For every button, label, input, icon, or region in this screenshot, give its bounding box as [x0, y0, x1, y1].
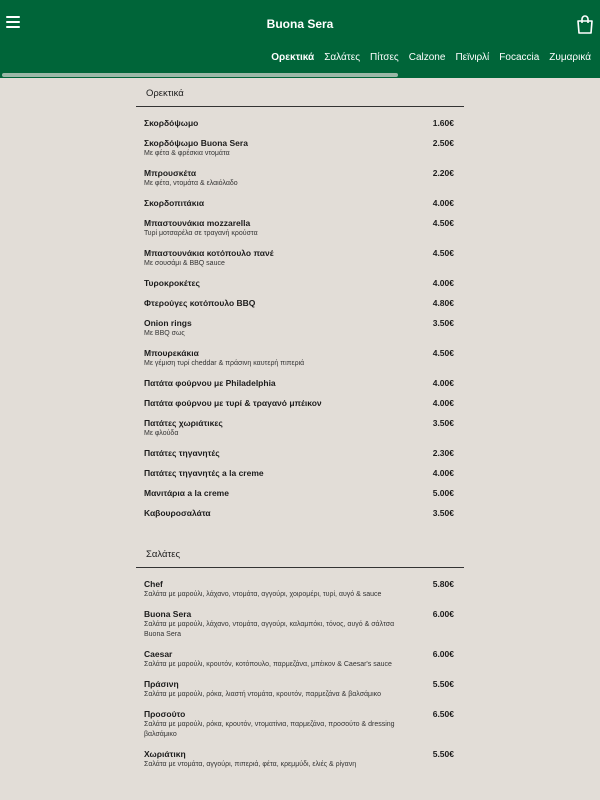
item-name: Καβουροσαλάτα — [144, 508, 211, 518]
tab-5[interactable]: Focaccia — [499, 52, 540, 63]
section-title: Ορεκτικά — [136, 78, 464, 107]
item-description: Τυρί μοτσαρέλα σε τραγανή κρούστα — [144, 230, 258, 237]
item-price: 4.00€ — [432, 378, 454, 388]
item-description: Σαλάτα με μαρούλι, λάχανο, ντομάτα, αγγούρι, χοιρομέρι, τυρί, αυγό & sauce — [144, 591, 382, 598]
item-name: Φτερούγες κοτόπουλο BBQ — [144, 298, 256, 308]
section-title: Σαλάτες — [136, 539, 464, 568]
item-name: Σκορδόψωμο — [144, 118, 199, 128]
item-description: Σαλάτα με μαρούλι, λάχανο, ντομάτα, αγγούρι, καλαμπόκι, τόνος, αυγό & σάλτσα Buona Sera — [144, 621, 395, 638]
menu-item[interactable] — [136, 417, 464, 439]
item-description: Με σουσάμι & BBQ sauce — [144, 260, 225, 267]
item-description: Με φλούδα — [144, 430, 179, 437]
tabs-scrollbar[interactable] — [2, 73, 598, 77]
item-name: Πατάτες τηγανητές a la creme — [144, 468, 264, 478]
menu-item[interactable] — [136, 608, 464, 640]
item-price: 2.30€ — [432, 448, 454, 458]
shopping-bag-icon[interactable] — [576, 14, 594, 34]
menu-item[interactable] — [136, 507, 464, 519]
app-header — [0, 0, 600, 78]
category-tabs — [266, 52, 596, 63]
item-description: Σαλάτα με μαρούλι, κρουτόν, κοτόπουλο, παρμεζάνα, μπέικον & Caesar's sauce — [144, 661, 392, 668]
item-name: Πατάτα φούρνου με Philadelphia — [144, 378, 276, 388]
item-name: Προσούτο — [144, 709, 186, 719]
item-price: 4.50€ — [432, 218, 454, 228]
item-price: 5.50€ — [432, 749, 454, 759]
menu-item[interactable] — [136, 297, 464, 309]
item-name: Caesar — [144, 649, 173, 659]
item-price: 4.50€ — [432, 348, 454, 358]
item-name: Πράσινη — [144, 679, 179, 689]
section-items — [136, 568, 464, 770]
item-price: 3.50€ — [432, 508, 454, 518]
item-name: Σκορδόψωμο Buona Sera — [144, 138, 248, 148]
menu-item[interactable] — [136, 648, 464, 670]
tab-0[interactable]: Ορεκτικά — [271, 52, 315, 63]
item-name: Chef — [144, 579, 163, 589]
item-name: Τυροκροκέτες — [144, 278, 200, 288]
item-price: 5.00€ — [432, 488, 454, 498]
item-price: 3.50€ — [432, 418, 454, 428]
item-price: 4.00€ — [432, 198, 454, 208]
tab-6[interactable]: Ζυμαρικά — [549, 52, 591, 63]
tab-2[interactable]: Πίτσες — [370, 52, 399, 63]
menu-item[interactable] — [136, 467, 464, 479]
menu-item[interactable] — [136, 167, 464, 189]
menu-item[interactable] — [136, 708, 464, 740]
menu-item[interactable] — [136, 247, 464, 269]
tab-3[interactable]: Calzone — [408, 52, 446, 63]
item-description: Σαλάτα με μαρούλι, ρόκα, λιαστή ντομάτα, κρουτόν, παρμεζάνα & βαλσάμικο — [144, 691, 381, 698]
section-items — [136, 107, 464, 519]
menu-item[interactable] — [136, 277, 464, 289]
menu-item[interactable] — [136, 678, 464, 700]
item-description: Με φέτα, ντομάτα & ελαιόλαδο — [144, 180, 238, 187]
item-description: Σαλάτα με ντομάτα, αγγούρι, πιπεριά, φέτα, κρεμμύδι, ελιές & ρίγανη — [144, 761, 357, 768]
menu-item[interactable] — [136, 117, 464, 129]
item-price: 6.50€ — [432, 709, 454, 719]
item-price: 4.80€ — [432, 298, 454, 308]
item-name: Μανιτάρια a la creme — [144, 488, 229, 498]
menu-section — [136, 78, 464, 519]
item-name: Πατάτες χωριάτικες — [144, 418, 223, 428]
item-name: Πατάτες τηγανητές — [144, 448, 220, 458]
menu-item[interactable] — [136, 377, 464, 389]
item-price: 6.00€ — [432, 649, 454, 659]
item-price: 4.00€ — [432, 278, 454, 288]
menu-content — [136, 78, 464, 778]
item-price: 5.80€ — [432, 579, 454, 589]
item-name: Σκορδοπιτάκια — [144, 198, 205, 208]
item-name: Μπουρεκάκια — [144, 348, 199, 358]
menu-item[interactable] — [136, 447, 464, 459]
item-price: 4.00€ — [432, 398, 454, 408]
menu-item[interactable] — [136, 197, 464, 209]
menu-item[interactable] — [136, 217, 464, 239]
item-price: 2.20€ — [432, 168, 454, 178]
tab-1[interactable]: Σαλάτες — [324, 52, 361, 63]
item-name: Μπαστουνάκια mozzarella — [144, 218, 251, 228]
app-title: Buona Sera — [266, 17, 334, 31]
item-price: 3.50€ — [432, 318, 454, 328]
item-name: Πατάτα φούρνου με τυρί & τραγανό μπέικον — [144, 398, 322, 408]
item-name: Μπρουσκέτα — [144, 168, 197, 178]
menu-item[interactable] — [136, 347, 464, 369]
item-name: Onion rings — [144, 318, 192, 328]
menu-section — [136, 539, 464, 770]
item-description: Με φέτα & φρέσκια ντομάτα — [144, 150, 230, 157]
menu-item[interactable] — [136, 748, 464, 770]
item-description: Σαλάτα με μαρούλι, ρόκα, κρουτόν, ντοματίνια, παρμεζάνα, προσούτο & dressing βαλσάμικο — [144, 721, 395, 738]
item-price: 4.50€ — [432, 248, 454, 258]
item-price: 6.00€ — [432, 609, 454, 619]
item-name: Χωριάτικη — [144, 749, 186, 759]
item-description: Με BBQ σως — [144, 330, 185, 337]
item-price: 4.00€ — [432, 468, 454, 478]
menu-item[interactable] — [136, 578, 464, 600]
item-price: 2.50€ — [432, 138, 454, 148]
menu-item[interactable] — [136, 487, 464, 499]
menu-item[interactable] — [136, 137, 464, 159]
item-price: 5.50€ — [432, 679, 454, 689]
item-price: 1.60€ — [432, 118, 454, 128]
menu-item[interactable] — [136, 397, 464, 409]
item-name: Buona Sera — [144, 609, 192, 619]
item-name: Μπαστουνάκια κοτόπουλο πανέ — [144, 248, 274, 258]
tab-4[interactable]: Πεϊνιρλί — [455, 52, 490, 63]
menu-item[interactable] — [136, 317, 464, 339]
tabs-scrollbar-thumb[interactable] — [2, 73, 398, 77]
item-description: Με γέμιση τυρί cheddar & πράσινη καυτερή πιπεριά — [144, 360, 305, 367]
